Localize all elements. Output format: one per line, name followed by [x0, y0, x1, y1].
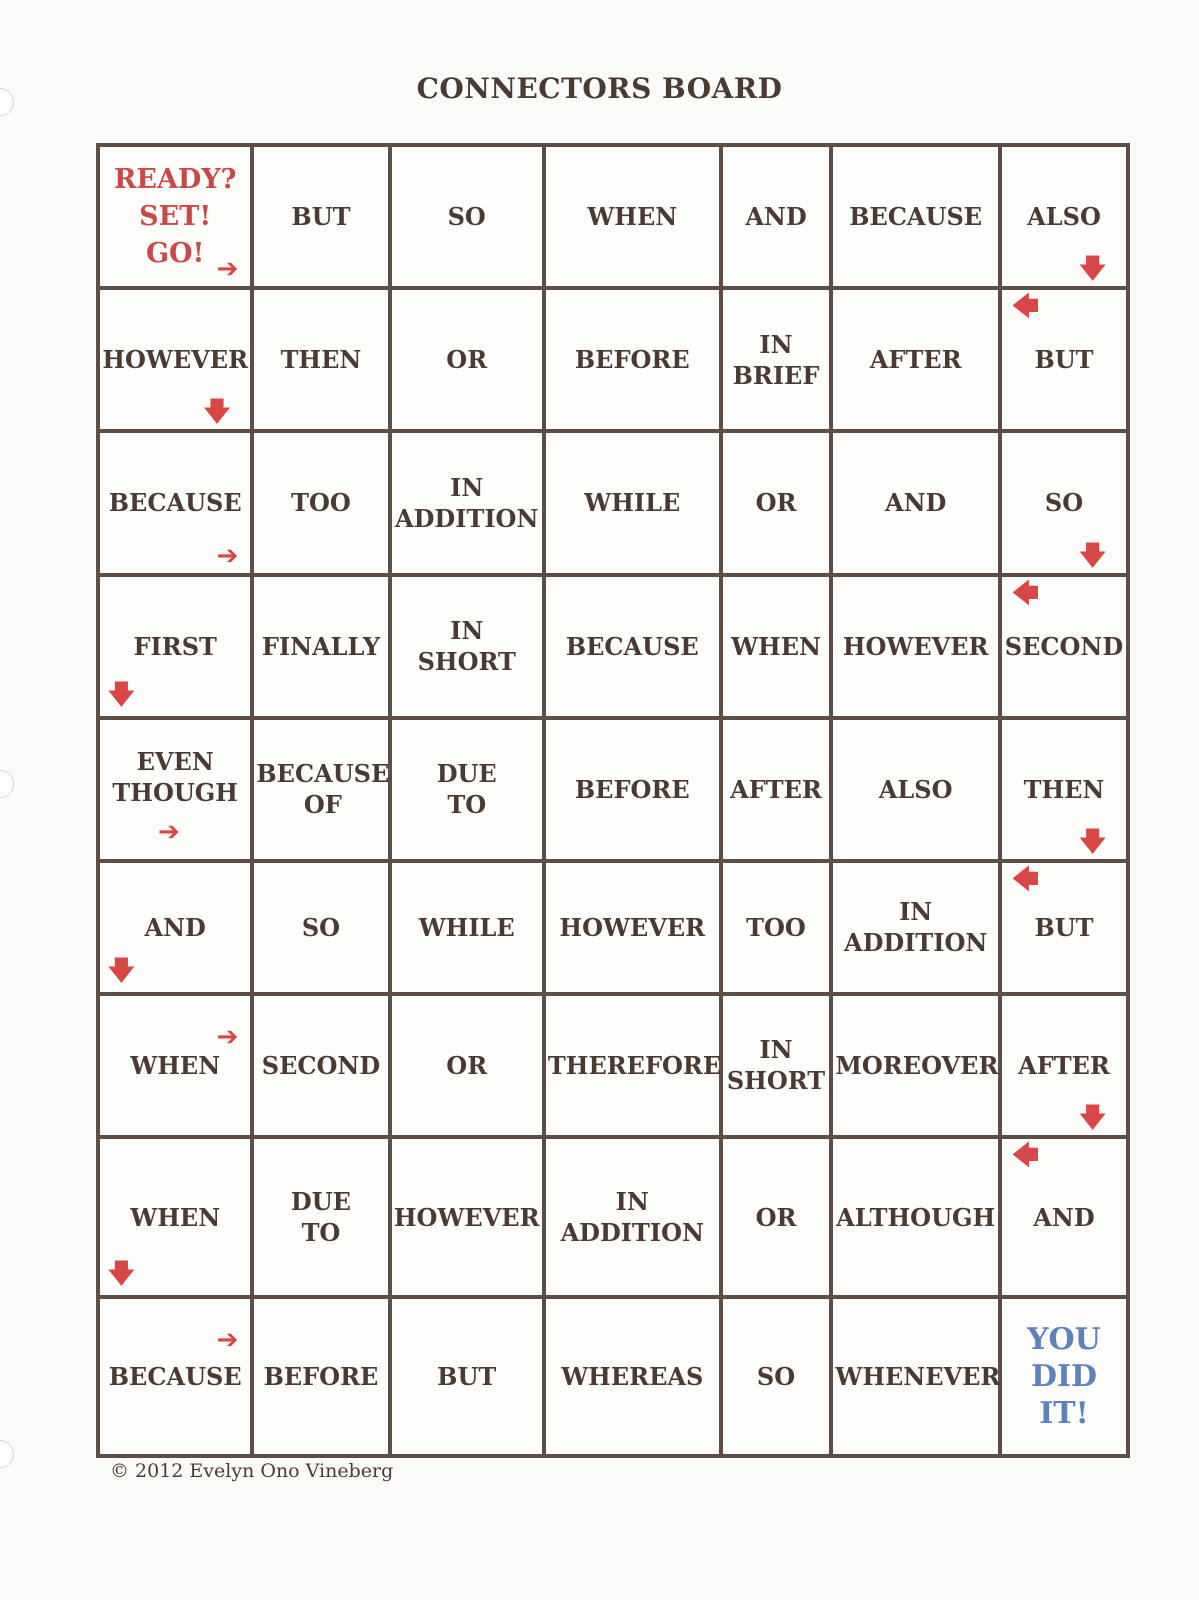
- cell-text: WHILE: [584, 488, 681, 518]
- cell-text: BECAUSE OF: [256, 759, 390, 820]
- cell-text: TOO: [291, 488, 351, 518]
- board-cell: [721, 994, 832, 1137]
- cell-text: WHEN: [130, 1202, 221, 1232]
- cell-text: ALTHOUGH: [836, 1202, 996, 1232]
- cell-text: ALSO: [878, 774, 953, 804]
- cell-text: HOWEVER: [842, 631, 989, 661]
- board-cell: [252, 1297, 389, 1456]
- board-cell: [390, 145, 544, 288]
- board-cell: [98, 1297, 252, 1456]
- board-cell: [721, 431, 832, 574]
- cell-text: OR: [755, 1202, 797, 1232]
- cell-text: BUT: [291, 202, 351, 232]
- cell-text: FIRST: [133, 631, 217, 661]
- board-cell: [390, 718, 544, 861]
- board-cell: [831, 1137, 1000, 1297]
- board-cell: [544, 994, 721, 1137]
- board-cell: [831, 861, 1000, 994]
- board-cell: [831, 1297, 1000, 1456]
- arrow-down-icon: 🡇: [1079, 254, 1106, 285]
- board-cell: [390, 861, 544, 994]
- board-cell: [98, 431, 252, 574]
- arrow-right-icon: ➔: [216, 1325, 239, 1356]
- arrow-down-icon: 🡇: [1079, 540, 1106, 571]
- cell-text: AND: [884, 488, 947, 518]
- board-cell: [1000, 718, 1128, 861]
- cell-text: WHEN: [587, 202, 678, 232]
- board-cell: [721, 288, 832, 431]
- arrow-right-icon: ➔: [158, 816, 180, 847]
- finish-cell-text: YOU DID IT!: [1027, 1322, 1101, 1432]
- board-cell: [721, 1137, 832, 1297]
- board-cell: [390, 994, 544, 1137]
- cell-text: HOWEVER: [559, 912, 706, 942]
- cell-text: BEFORE: [263, 1362, 379, 1392]
- board-cell: [252, 1137, 389, 1297]
- cell-text: IN SHORT: [417, 616, 516, 677]
- board-row: [98, 431, 1128, 574]
- board-cell: [390, 1297, 544, 1456]
- board-cell: [252, 288, 389, 431]
- arrow-down-icon: 🡇: [1079, 826, 1106, 857]
- cell-text: OR: [755, 488, 797, 518]
- binder-hole: [0, 770, 14, 798]
- connectors-board: [96, 143, 1130, 1458]
- start-cell: [98, 145, 252, 288]
- board-cell: [1000, 994, 1128, 1137]
- board-cell: [544, 575, 721, 718]
- cell-text: WHEREAS: [561, 1362, 704, 1392]
- cell-text: THEN: [1023, 774, 1105, 804]
- board-row: [98, 288, 1128, 431]
- board-cell: [98, 288, 252, 431]
- page-title: CONNECTORS BOARD: [416, 72, 783, 105]
- cell-text: SO: [1044, 488, 1084, 518]
- cell-text: AFTER: [730, 774, 822, 804]
- board-cell: [831, 994, 1000, 1137]
- board-cell: [252, 145, 389, 288]
- cell-text: IN BRIEF: [732, 329, 820, 390]
- cell-text: IN ADDITION: [395, 472, 539, 533]
- board-cell: [544, 718, 721, 861]
- cell-text: BECAUSE: [565, 631, 699, 661]
- cell-text: AFTER: [869, 345, 962, 375]
- cell-text: BECAUSE: [108, 1362, 242, 1392]
- cell-text: THEREFORE: [547, 1050, 722, 1080]
- cell-text: SO: [756, 1362, 796, 1392]
- board-cell: [252, 431, 389, 574]
- board-row: [98, 1137, 1128, 1297]
- board-cell: [721, 1297, 832, 1456]
- board-cell: [721, 145, 832, 288]
- cell-text: DUE TO: [290, 1187, 351, 1248]
- arrow-left-icon: 🡄: [1011, 1141, 1039, 1172]
- cell-text: OR: [446, 1050, 488, 1080]
- board-cell: [831, 145, 1000, 288]
- cell-text: SECOND: [261, 1050, 381, 1080]
- arrow-left-icon: 🡄: [1011, 864, 1039, 895]
- board-cell: [1000, 288, 1128, 431]
- cell-text: DUE TO: [436, 759, 497, 820]
- arrow-left-icon: 🡄: [1011, 292, 1039, 323]
- cell-text: SO: [447, 202, 486, 232]
- cell-text: BUT: [1034, 912, 1094, 942]
- cell-text: WHENEVER: [835, 1362, 1001, 1392]
- board-row: [98, 718, 1128, 861]
- cell-text: BECAUSE: [849, 202, 983, 232]
- cell-text: SO: [301, 912, 341, 942]
- board-cell: [721, 861, 832, 994]
- board-cell: [544, 431, 721, 574]
- board-cell: [1000, 145, 1128, 288]
- board-row: [98, 861, 1128, 994]
- cell-text: OR: [446, 345, 488, 375]
- board-cell: [544, 288, 721, 431]
- cell-text: AND: [1033, 1202, 1095, 1232]
- board-cell: [544, 1137, 721, 1297]
- board-row: [98, 145, 1128, 288]
- cell-text: ALSO: [1027, 202, 1101, 232]
- cell-text: BEFORE: [574, 774, 690, 804]
- board-cell: [544, 145, 721, 288]
- cell-text: BEFORE: [574, 345, 690, 375]
- cell-text: WHEN: [731, 631, 821, 661]
- binder-hole: [0, 1440, 14, 1468]
- board-cell: [1000, 575, 1128, 718]
- cell-text: TOO: [746, 912, 806, 942]
- board-cell: [544, 861, 721, 994]
- board-row: [98, 1297, 1128, 1456]
- board-cell: [252, 861, 389, 994]
- board-cell: [98, 1137, 252, 1297]
- board-cell: [252, 718, 389, 861]
- cell-text: BUT: [437, 1362, 497, 1392]
- board-cell: [390, 1137, 544, 1297]
- board-cell: [98, 861, 252, 994]
- cell-text: WHILE: [418, 912, 515, 942]
- cell-text: AND: [144, 912, 206, 942]
- board-cell: [831, 431, 1000, 574]
- board-cell: [390, 575, 544, 718]
- board-cell: [721, 718, 832, 861]
- cell-text: WHEN: [130, 1050, 221, 1080]
- board-cell: [1000, 1137, 1128, 1297]
- board-cell: [831, 288, 1000, 431]
- copyright-notice: © 2012 Evelyn Ono Vineberg: [110, 1460, 394, 1482]
- cell-text: HOWEVER: [102, 345, 249, 375]
- start-cell-text: READY? SET! GO!: [113, 164, 237, 270]
- board-cell: [390, 431, 544, 574]
- board-cell: [831, 575, 1000, 718]
- arrow-right-icon: ➔: [216, 1021, 239, 1052]
- board-cell: [98, 994, 252, 1137]
- board-cell: [252, 575, 389, 718]
- cell-text: SECOND: [1004, 631, 1124, 661]
- cell-text: BECAUSE: [108, 488, 242, 518]
- board-row: [98, 575, 1128, 718]
- cell-text: THEN: [280, 345, 362, 375]
- arrow-down-icon: 🡇: [108, 679, 135, 710]
- board-row: [98, 994, 1128, 1137]
- board-cell: [1000, 431, 1128, 574]
- board-cell: [390, 288, 544, 431]
- cell-text: FINALLY: [261, 631, 381, 661]
- arrow-right-icon: ➔: [216, 254, 239, 285]
- arrow-down-icon: 🡇: [108, 1259, 135, 1290]
- cell-text: IN SHORT: [726, 1035, 826, 1096]
- cell-text: BUT: [1034, 345, 1094, 375]
- arrow-down-icon: 🡇: [108, 955, 135, 986]
- arrow-right-icon: ➔: [216, 540, 239, 571]
- board-cell: [721, 575, 832, 718]
- board-cell: [98, 718, 252, 861]
- arrow-down-icon: 🡇: [1079, 1103, 1106, 1134]
- cell-text: IN ADDITION: [843, 897, 988, 958]
- arrow-left-icon: 🡄: [1011, 578, 1039, 609]
- board-cell: [252, 994, 389, 1137]
- board-cell: [1000, 861, 1128, 994]
- cell-text: AFTER: [1018, 1050, 1110, 1080]
- cell-text: IN ADDITION: [560, 1187, 704, 1248]
- board-cell: [98, 575, 252, 718]
- board-cell: [544, 1297, 721, 1456]
- cell-text: MOREOVER: [835, 1050, 999, 1080]
- finish-cell: [1000, 1297, 1128, 1456]
- cell-text: HOWEVER: [393, 1202, 540, 1232]
- board-cell: [831, 718, 1000, 861]
- cell-text: EVEN THOUGH: [112, 747, 238, 808]
- cell-text: AND: [745, 202, 807, 232]
- arrow-down-icon: 🡇: [203, 397, 231, 428]
